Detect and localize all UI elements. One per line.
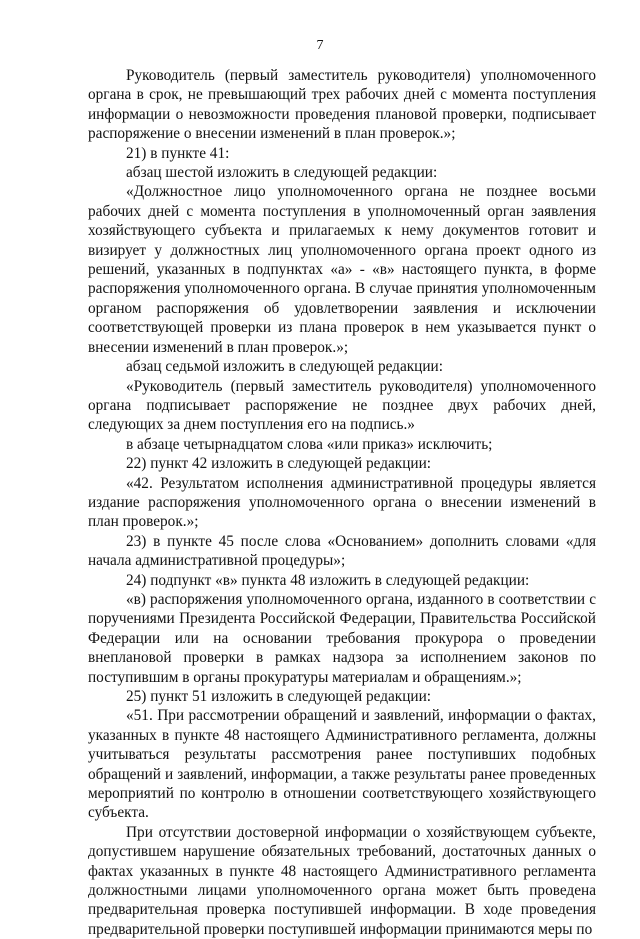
paragraph-14: «51. При рассмотрении обращений и заявлений, информации о фактах, указанных в пункте 48 настоящего Административного регламента, должны учитываться результаты рассмотрения ранее поступивших подобных обращений и заявлений, информации, а также результаты ранее проведенных мероприятий по контролю в отношении соответствующего хозяйствующего субъекта. — [88, 707, 596, 822]
paragraph-7: в абзаце четырнадцатом слова «или приказ» исключить; — [126, 435, 493, 453]
paragraph-12: «в) распоряжения уполномоченного органа, изданного в соответствии с поручениями Президента Российской Федерации, Правительства Российской Федерации или на основании требования прокурора о проведении внеплановой проверки в рамках надзора за исполнением законов по поступившим в органы прокуратуры материалам и обращениям.»; — [88, 590, 596, 686]
paragraph-1: Руководитель (первый заместитель руководителя) уполномоченного органа в срок, не превышающий трех рабочих дней с момента поступления информации о невозможности проведения плановой проверки, подписывает распоряжение о внесении изменений в план проверок.»; — [88, 67, 596, 143]
paragraph-13: 25) пункт 51 изложить в следующей редакции: — [126, 688, 432, 705]
paragraph-9: «42. Результатом исполнения административной процедуры является издание распоряжения уполномоченного органа о внесении изменений в план проверок.»; — [88, 474, 596, 531]
paragraph-5: абзац седьмой изложить в следующей редакции: — [126, 358, 443, 376]
paragraph-10: 23) в пункте 45 после слова «Основанием» дополнить словами «для начала административной процедуры»; — [88, 532, 596, 570]
document-body — [88, 66, 596, 939]
paragraph-4: «Должностное лицо уполномоченного органа не позднее восьми рабочих дней с момента поступления в уполномоченный орган заявления хозяйствующего субъекта и прилагаемых к нему документов готовит и визирует у должностных лиц уполномоченного органа проект одного из решений, указанных в подпунктах «а» - «в» настоящего пункта, в форме распоряжения уполномоченного органа. В случае принятия уполномоченным органом распоряжения об удовлетворении заявления и исключении соответствующей проверки из плана проверок в нем указывается пункт о внесении изменений в план проверок.»; — [88, 183, 596, 356]
paragraph-3: абзац шестой изложить в следующей редакции: — [126, 164, 438, 182]
paragraph-11: 24) подпункт «в» пункта 48 изложить в следующей редакции: — [126, 571, 530, 589]
paragraph-6: «Руководитель (первый заместитель руководителя) уполномоченного органа подписывает распоряжение не позднее двух рабочих дней, следующих за днем поступления его на подпись.» — [88, 377, 596, 434]
paragraph-2: 21) в пункте 41: — [126, 144, 230, 162]
page-number: 7 — [316, 38, 324, 53]
paragraph-15: При отсутствии достоверной информации о хозяйствующем субъекте, допустившем нарушение обязательных требований, достаточных данных о фактах указанных в пункте 48 настоящего Административного регламента должностными лицами уполномоченного органа может быть проведена предварительная проверка поступившей информации. В ходе проведения предварительной проверки поступившей информации принимаются меры по — [88, 823, 596, 938]
paragraph-8: 22) пункт 42 изложить в следующей редакции: — [126, 455, 432, 473]
